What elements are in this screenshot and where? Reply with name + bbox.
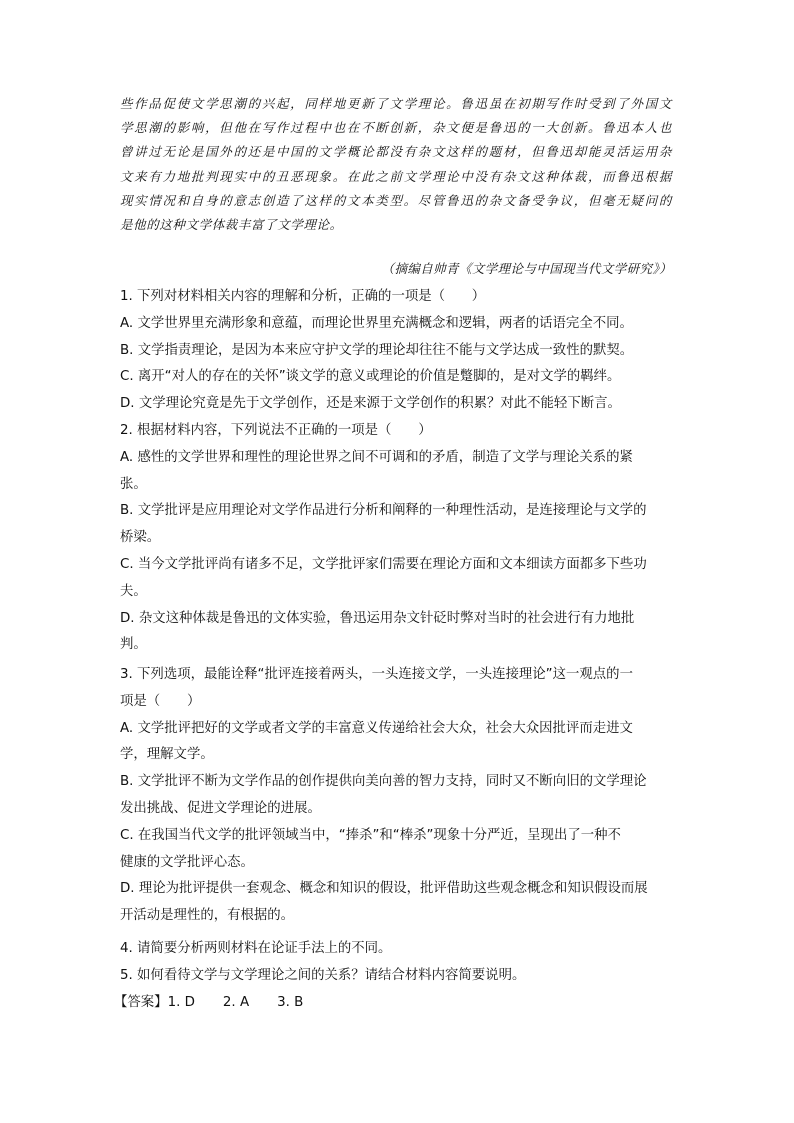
question-stem: 1. 下列对材料相关内容的理解和分析，正确的一项是（ ） [120,289,486,304]
question-stem: 5. 如何看待文学与文学理论之间的关系？请结合材料内容简要说明。 [120,968,526,983]
question-5 [120,963,680,990]
question-stem: 2. 根据材料内容，下列说法不正确的一项是（ ） [120,423,432,438]
option-d-cont: 开活动是理性的，有根据的。 [120,908,295,924]
option-d-cont: 判。 [120,637,147,653]
passage-line: 学思潮的影响，但他在写作过程中也在不断创新，杂文便是鲁迅的一大创新。鲁迅本人也 [120,120,672,136]
option-b: B. 文学指责理论，是因为本来应守护文学的理论却往往不能与文学达成一致性的默契。 [120,342,634,358]
option-d: D. 理论为批评提供一套观念、概念和知识的假设，批评借助这些观念概念和知识假设而展 [120,881,648,897]
option-b-cont: 桥梁。 [120,530,161,546]
option-d: D. 文学理论究竟是先于文学创作，还是来源于文学创作的积累？对此不能轻下断言。 [120,396,621,412]
passage-line: 文来有力地批判现实中的丑恶现象。在此之前文学理论中没有杂文这种体裁，而鲁迅根据 [120,168,672,184]
option-b: B. 文学批评是应用理论对文学作品进行分析和阐释的一种理性活动，是连接理论与文学的 [120,503,647,519]
passage-line: 曾讲过无论是国外的还是中国的文学概论都没有杂文这样的题材，但鲁迅却能灵活运用杂 [120,144,672,160]
option-a: A. 文学世界里充满形象和意蕴，而理论世界里充满概念和逻辑，两者的话语完全不同。 [120,315,633,331]
option-c: C. 在我国当代文学的批评领域当中，“捧杀”和“棒杀”现象十分严近，呈现出了一种不 [120,827,621,843]
question-2 [120,418,680,659]
option-c-cont: 健康的文学批评心态。 [120,854,254,870]
option-b-cont: 发出挑战、促进文学理论的进展。 [120,800,321,816]
option-a-cont: 学，理解文学。 [120,747,214,763]
answer-3: 3. B [277,995,304,1010]
question-stem-cont: 项是（ ） [120,693,201,709]
question-1 [120,284,680,418]
passage [120,92,672,237]
question-stem: 3. 下列选项，最能诠释“批评连接着两头，一头连接文学，一头连接理论”这一观点的一 [120,667,633,682]
option-a: A. 感性的文学世界和理性的理论世界之间不可调和的矛盾，制造了文学与理论关系的紧 [120,449,633,465]
answer-1: 1. D [167,995,195,1010]
passage-line: 现实情况和自身的意志创造了这样的文本类型。尽管鲁迅的杂文备受争议，但毫无疑问的 [120,192,672,208]
answer-tag: 【答案】 [114,995,168,1010]
question-stem: 4. 请简要分析两则材料在论证手法上的不同。 [120,941,392,956]
option-d: D. 杂文这种体裁是鲁迅的文体实验，鲁迅运用杂文针砭时弊对当时的社会进行有力地批 [120,610,635,626]
option-a-cont: 张。 [120,476,147,492]
answer-2: 2. A [222,995,250,1010]
option-a: A. 文学批评把好的文学或者文学的丰富意义传递给社会大众，社会大众因批评而走进文 [120,720,633,736]
option-c: C. 当今文学批评尚有诸多不足，文学批评家们需要在理论方面和文本细读方面都多下些功 [120,556,647,572]
question-3 [120,662,680,930]
passage-line: 些作品促使文学思潮的兴起，同样地更新了文学理论。鲁迅虽在初期写作时受到了外国文 [120,96,672,111]
option-b: B. 文学批评不断为文学作品的创作提供向美向善的智力支持，同时又不断向旧的文学理论 [120,774,647,790]
option-c-cont: 夫。 [120,583,147,599]
question-4 [120,936,680,963]
answer-line [114,990,674,1017]
option-c: C. 离开“对人的存在的关怀”谈文学的意义或理论的价值是蹩脚的，是对文学的羁绊。 [120,369,621,385]
passage-line: 是他的这种文学体裁丰富了文学理论。 [120,217,343,233]
source-citation: （摘编自帅青《文学理论与中国现当代文学研究》） [381,261,672,276]
